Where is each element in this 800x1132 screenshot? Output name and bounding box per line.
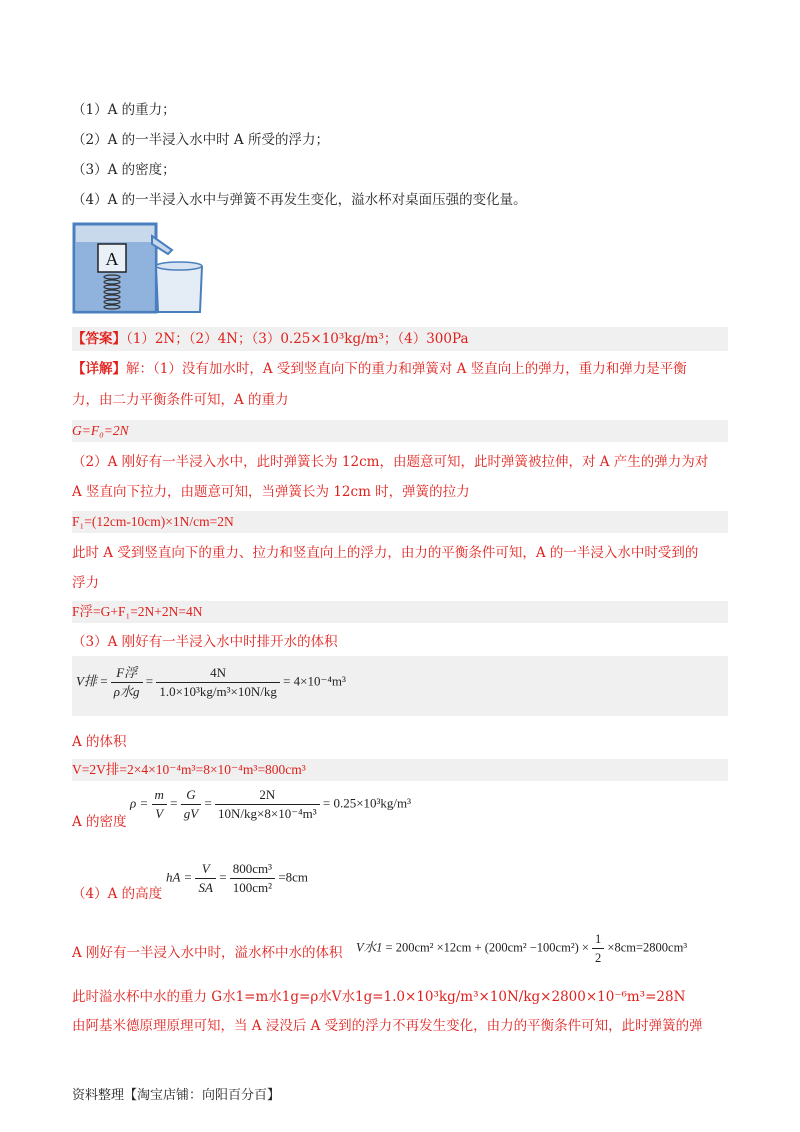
eq-rho-n1: m <box>152 786 167 805</box>
detail-p3b: 浮力 <box>72 575 99 591</box>
detail-p1a-text: 解：（1）没有加水时，A 受到竖直向下的重力和弹簧对 A 竖直向上的弹力，重力和弹力是平衡 <box>126 361 687 377</box>
eq-vpai-den2: 1.0×10³kg/m³×10N/kg <box>159 684 277 699</box>
eq-displaced-volume: V排 = $\frac{\text{F浮}}{\text{ρ水g}}$ = $\frac{4N}{\text{1.0×10³kg/m³×10N/kg}}$ = 4×10⁻⁴m³ <box>76 665 346 699</box>
eq-vpai-num1: F浮 <box>111 664 143 683</box>
eq-rho-d1: V <box>155 806 164 821</box>
eq-density: ρ = $\frac{m}{V}$ = $\frac{G}{gV}$ = $\frac{2N}{\text{10N/kg×8×10⁻⁴m³}}$ = 0.25×10³kg/m³ <box>130 787 412 821</box>
eq-spring-force: F₁=(12cm-10cm)×1N/cm=2N <box>72 514 234 529</box>
eq-h-n2: 800cm³ <box>230 860 275 879</box>
eq-vw-frac <box>592 930 604 967</box>
footer-note: 资料整理【淘宝店铺：向阳百分百】 <box>72 1088 281 1103</box>
detail-p4: （3）A 刚好有一半浸入水中时排开水的体积 <box>72 634 338 650</box>
eq-rho-n2: G <box>181 786 201 805</box>
eq-vw-n: 1 <box>592 930 604 949</box>
detail-p6: A 的密度 <box>72 814 127 830</box>
answer-text: （1）2N；（2）4N；（3）0.25×10³kg/m³；（4）300Pa <box>126 331 469 347</box>
eq-rho-d3: 10N/kg×8×10⁻⁴m³ <box>218 806 317 821</box>
eq-vw-a: = 200cm² ×12cm + (200cm² −100cm²) × <box>385 940 589 955</box>
eq-h-d2: 100cm² <box>232 880 273 895</box>
detail-p2a: （2）A 刚好有一半浸入水中，此时弹簧长为 12cm，由题意可知，此时弹簧被拉伸，对 A 产生的弹力为对 <box>72 454 709 470</box>
answer-tag: 【答案】 <box>72 331 126 347</box>
eq-vpai-frac2 <box>156 664 279 701</box>
eq-rho-n3: 2N <box>215 786 320 805</box>
eq-vw-d: 2 <box>595 951 602 965</box>
question-1: （1）A 的重力； <box>72 102 176 118</box>
block-a-label: A <box>105 249 119 269</box>
eq-water-volume <box>356 930 687 967</box>
detail-p8: A 刚好有一半浸入水中时，溢水杯中水的体积 <box>72 945 343 961</box>
eq-h-d1: SA <box>198 880 213 895</box>
beaker-icon <box>156 266 202 312</box>
answer-line <box>72 328 469 350</box>
detail-p2b: A 竖直向下拉力，由题意可知，当弹簧长为 12cm 时，弹簧的拉力 <box>72 484 470 500</box>
question-3: （3）A 的密度； <box>72 162 176 178</box>
detail-tag: 【详解】 <box>72 361 126 377</box>
eq-h-lhs: hA = <box>166 869 193 885</box>
eq-rho-frac2 <box>181 786 201 823</box>
eq1-shade <box>72 420 728 442</box>
eq-h-result: =8cm <box>278 869 309 885</box>
eq-vpai-den1: ρ水g <box>113 684 140 699</box>
detail-p7: （4）A 的高度 <box>72 886 163 902</box>
eq-vpai-result: = 4×10⁻⁴m³ <box>283 673 346 689</box>
eq-vw-b: ×8cm=2800cm³ <box>607 940 688 955</box>
eq-rho-lhs: ρ = <box>130 795 149 811</box>
eq-h-n1: V <box>195 860 215 879</box>
eq-rho-result: = 0.25×10³kg/m³ <box>322 795 412 811</box>
detail-p9: 此时溢水杯中水的重力 G水1=m水1g=ρ水V水1g=1.0×10³kg/m³×10N/kg×2800×10⁻⁶m³=28N <box>72 989 686 1005</box>
eq-vpai-frac1 <box>111 664 143 701</box>
question-4: （4）A 的一半浸入水中与弹簧不再发生变化，溢水杯对桌面压强的变化量。 <box>72 192 527 208</box>
eq-vw-lhs: V水1 <box>356 940 383 955</box>
eq-height: hA = $\frac{V}{SA}$ = $\frac{\text{800cm³}}{\text{100cm²}}$ =8cm <box>166 861 309 895</box>
eq-buoyancy: F浮=G+F₁=2N+2N=4N <box>72 604 203 619</box>
eq-rho-frac3 <box>215 786 320 823</box>
apparatus-figure <box>72 222 208 316</box>
detail-p5: A 的体积 <box>72 734 127 750</box>
detail-p1a <box>72 358 687 380</box>
eq-h-frac2 <box>230 860 275 897</box>
question-2: （2）A 的一半浸入水中时 A 所受的浮力； <box>72 132 329 148</box>
eq-rho-d2: gV <box>183 806 199 821</box>
detail-p10: 由阿基米德原理原理可知，当 A 浸没后 A 受到的浮力不再发生变化，由力的平衡条件可知，此时弹簧的弹 <box>72 1018 703 1034</box>
eq-gravity: G=F₀=2N <box>72 423 129 438</box>
eq-volume-a: V=2V排=2×4×10⁻⁴m³=8×10⁻⁴m³=800cm³ <box>72 762 306 777</box>
eq-rho-frac1 <box>152 786 167 823</box>
detail-p1b: 力，由二力平衡条件可知，A 的重力 <box>72 392 289 408</box>
eq-h-frac1 <box>195 860 215 897</box>
eq-vpai-lhs: V排 <box>76 673 97 689</box>
detail-p3a: 此时 A 受到竖直向下的重力、拉力和竖直向上的浮力，由力的平衡条件可知，A 的一半浸入水中时受到的 <box>72 545 699 561</box>
eq-vpai-num2: 4N <box>156 664 279 683</box>
